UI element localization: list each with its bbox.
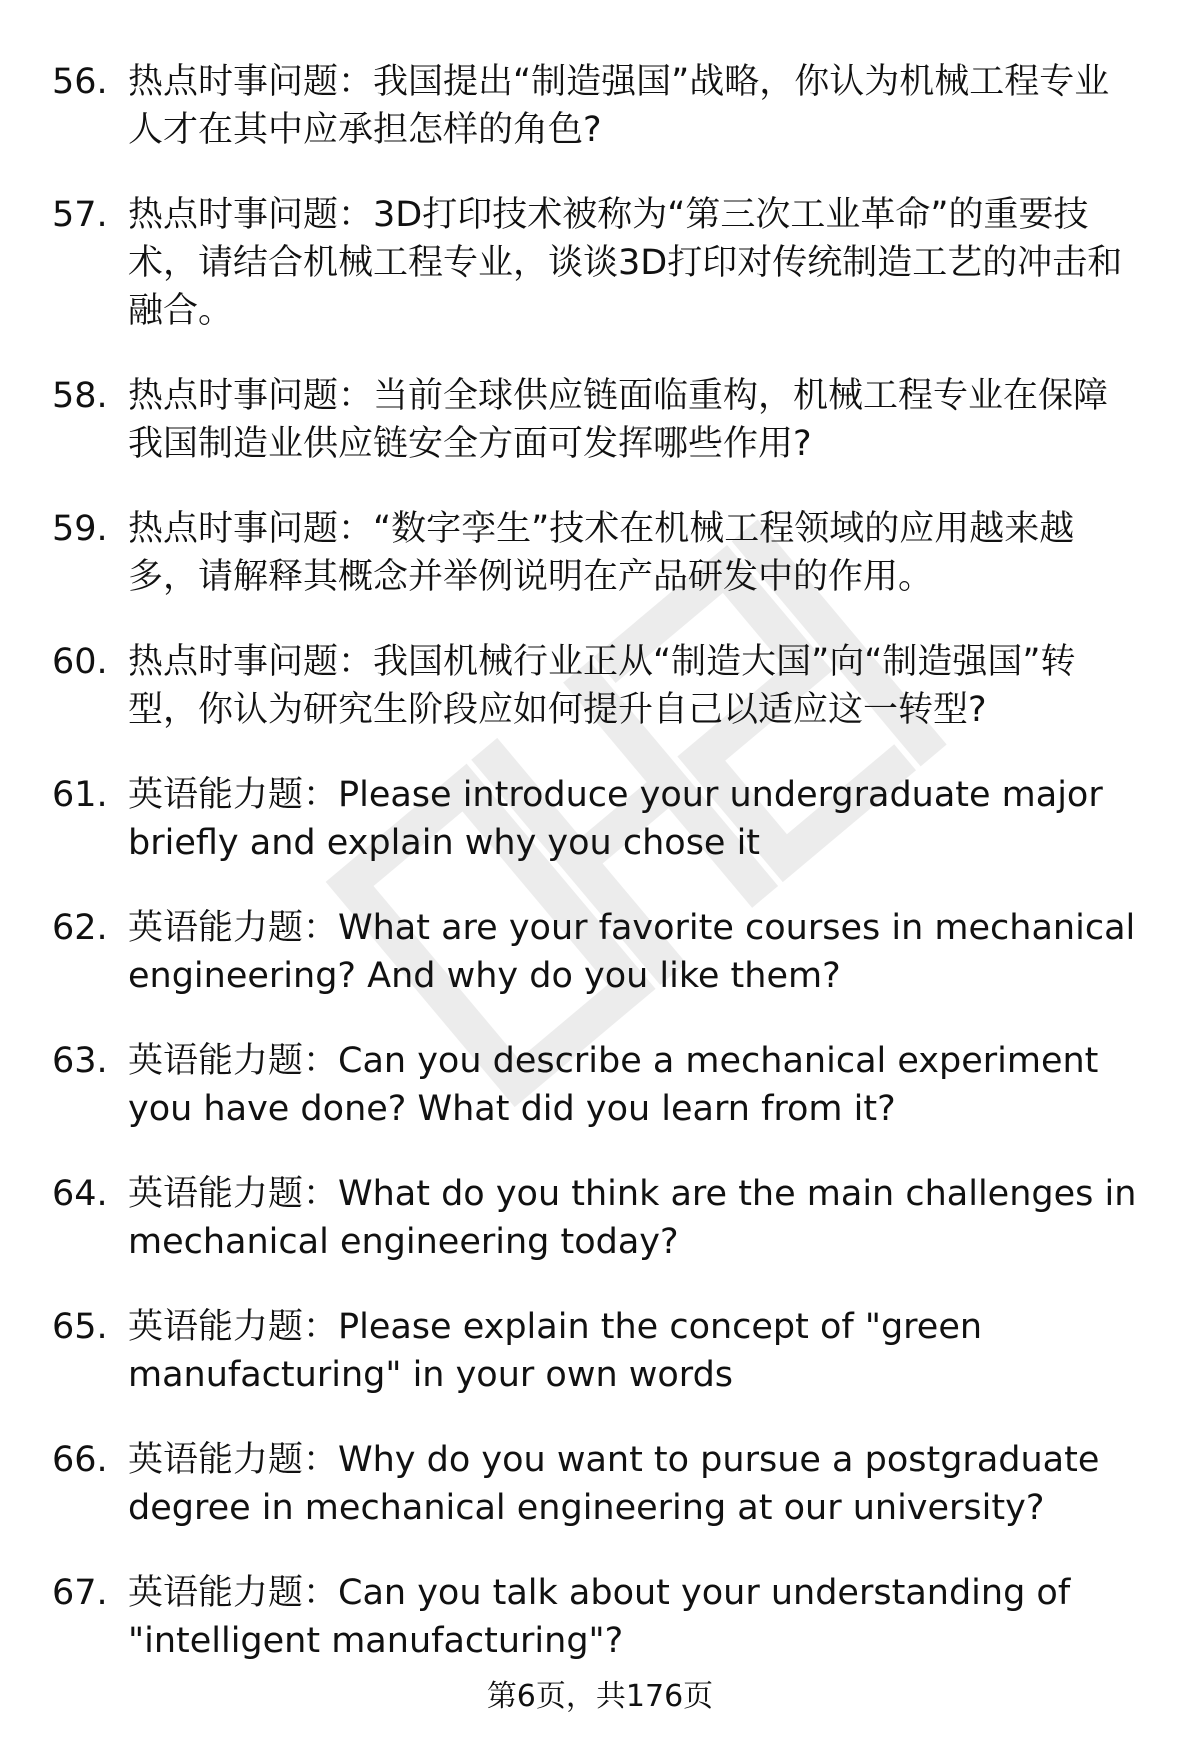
list-item	[52, 1436, 1162, 1532]
question-number: 59.	[52, 509, 108, 549]
question-number: 63.	[52, 1041, 108, 1081]
question-text: 热点时事问题：“数字孪生”技术在机械工程领域的应用越来越多，请解释其概念并举例说明在产品研发中的作用。	[128, 509, 1075, 597]
question-number: 57.	[52, 195, 108, 235]
question-text: 热点时事问题：我国提出“制造强国”战略，你认为机械工程专业人才在其中应承担怎样的角色?	[128, 62, 1110, 150]
list-item	[52, 1303, 1162, 1399]
question-text: 英语能力题：Please introduce your undergraduate major briefly and explain why you chose it	[128, 775, 1103, 863]
question-number: 58.	[52, 376, 108, 416]
list-item	[52, 638, 1162, 734]
question-number: 67.	[52, 1573, 108, 1613]
list-item	[52, 1037, 1162, 1133]
question-text: 英语能力题：Why do you want to pursue a postgraduate degree in mechanical engineering at our university?	[128, 1440, 1100, 1528]
question-number: 61.	[52, 775, 108, 815]
question-number: 62.	[52, 908, 108, 948]
question-text: 英语能力题：Can you describe a mechanical experiment you have done? What did you learn from it?	[128, 1041, 1099, 1129]
question-text: 热点时事问题：我国机械行业正从“制造大国”向“制造强国”转型，你认为研究生阶段应如何提升自己以适应这一转型?	[128, 642, 1076, 730]
list-item	[52, 904, 1162, 1000]
question-list	[52, 58, 1162, 1702]
question-number: 65.	[52, 1307, 108, 1347]
question-text: 热点时事问题：当前全球供应链面临重构，机械工程专业在保障我国制造业供应链安全方面可发挥哪些作用?	[128, 376, 1109, 464]
question-text: 英语能力题：Please explain the concept of "green manufacturing" in your own words	[128, 1307, 983, 1395]
question-text: 热点时事问题：3D打印技术被称为“第三次工业革命”的重要技术，请结合机械工程专业，谈谈3D打印对传统制造工艺的冲击和融合。	[128, 195, 1123, 331]
list-item	[52, 1170, 1162, 1266]
page-footer: 第6页，共176页	[486, 1679, 714, 1714]
list-item	[52, 58, 1162, 154]
question-text: 英语能力题：What are your favorite courses in mechanical engineering? And why do you like them?	[128, 908, 1136, 996]
question-number: 64.	[52, 1174, 108, 1214]
question-number: 60.	[52, 642, 108, 682]
list-item	[52, 191, 1162, 335]
question-text: 英语能力题：What do you think are the main challenges in mechanical engineering today?	[128, 1174, 1137, 1262]
list-item	[52, 771, 1162, 867]
question-text: 英语能力题：Can you talk about your understanding of "intelligent manufacturing"?	[128, 1573, 1071, 1661]
list-item	[52, 505, 1162, 601]
question-number: 56.	[52, 62, 108, 102]
question-number: 66.	[52, 1440, 108, 1480]
list-item	[52, 372, 1162, 468]
list-item	[52, 1569, 1162, 1665]
